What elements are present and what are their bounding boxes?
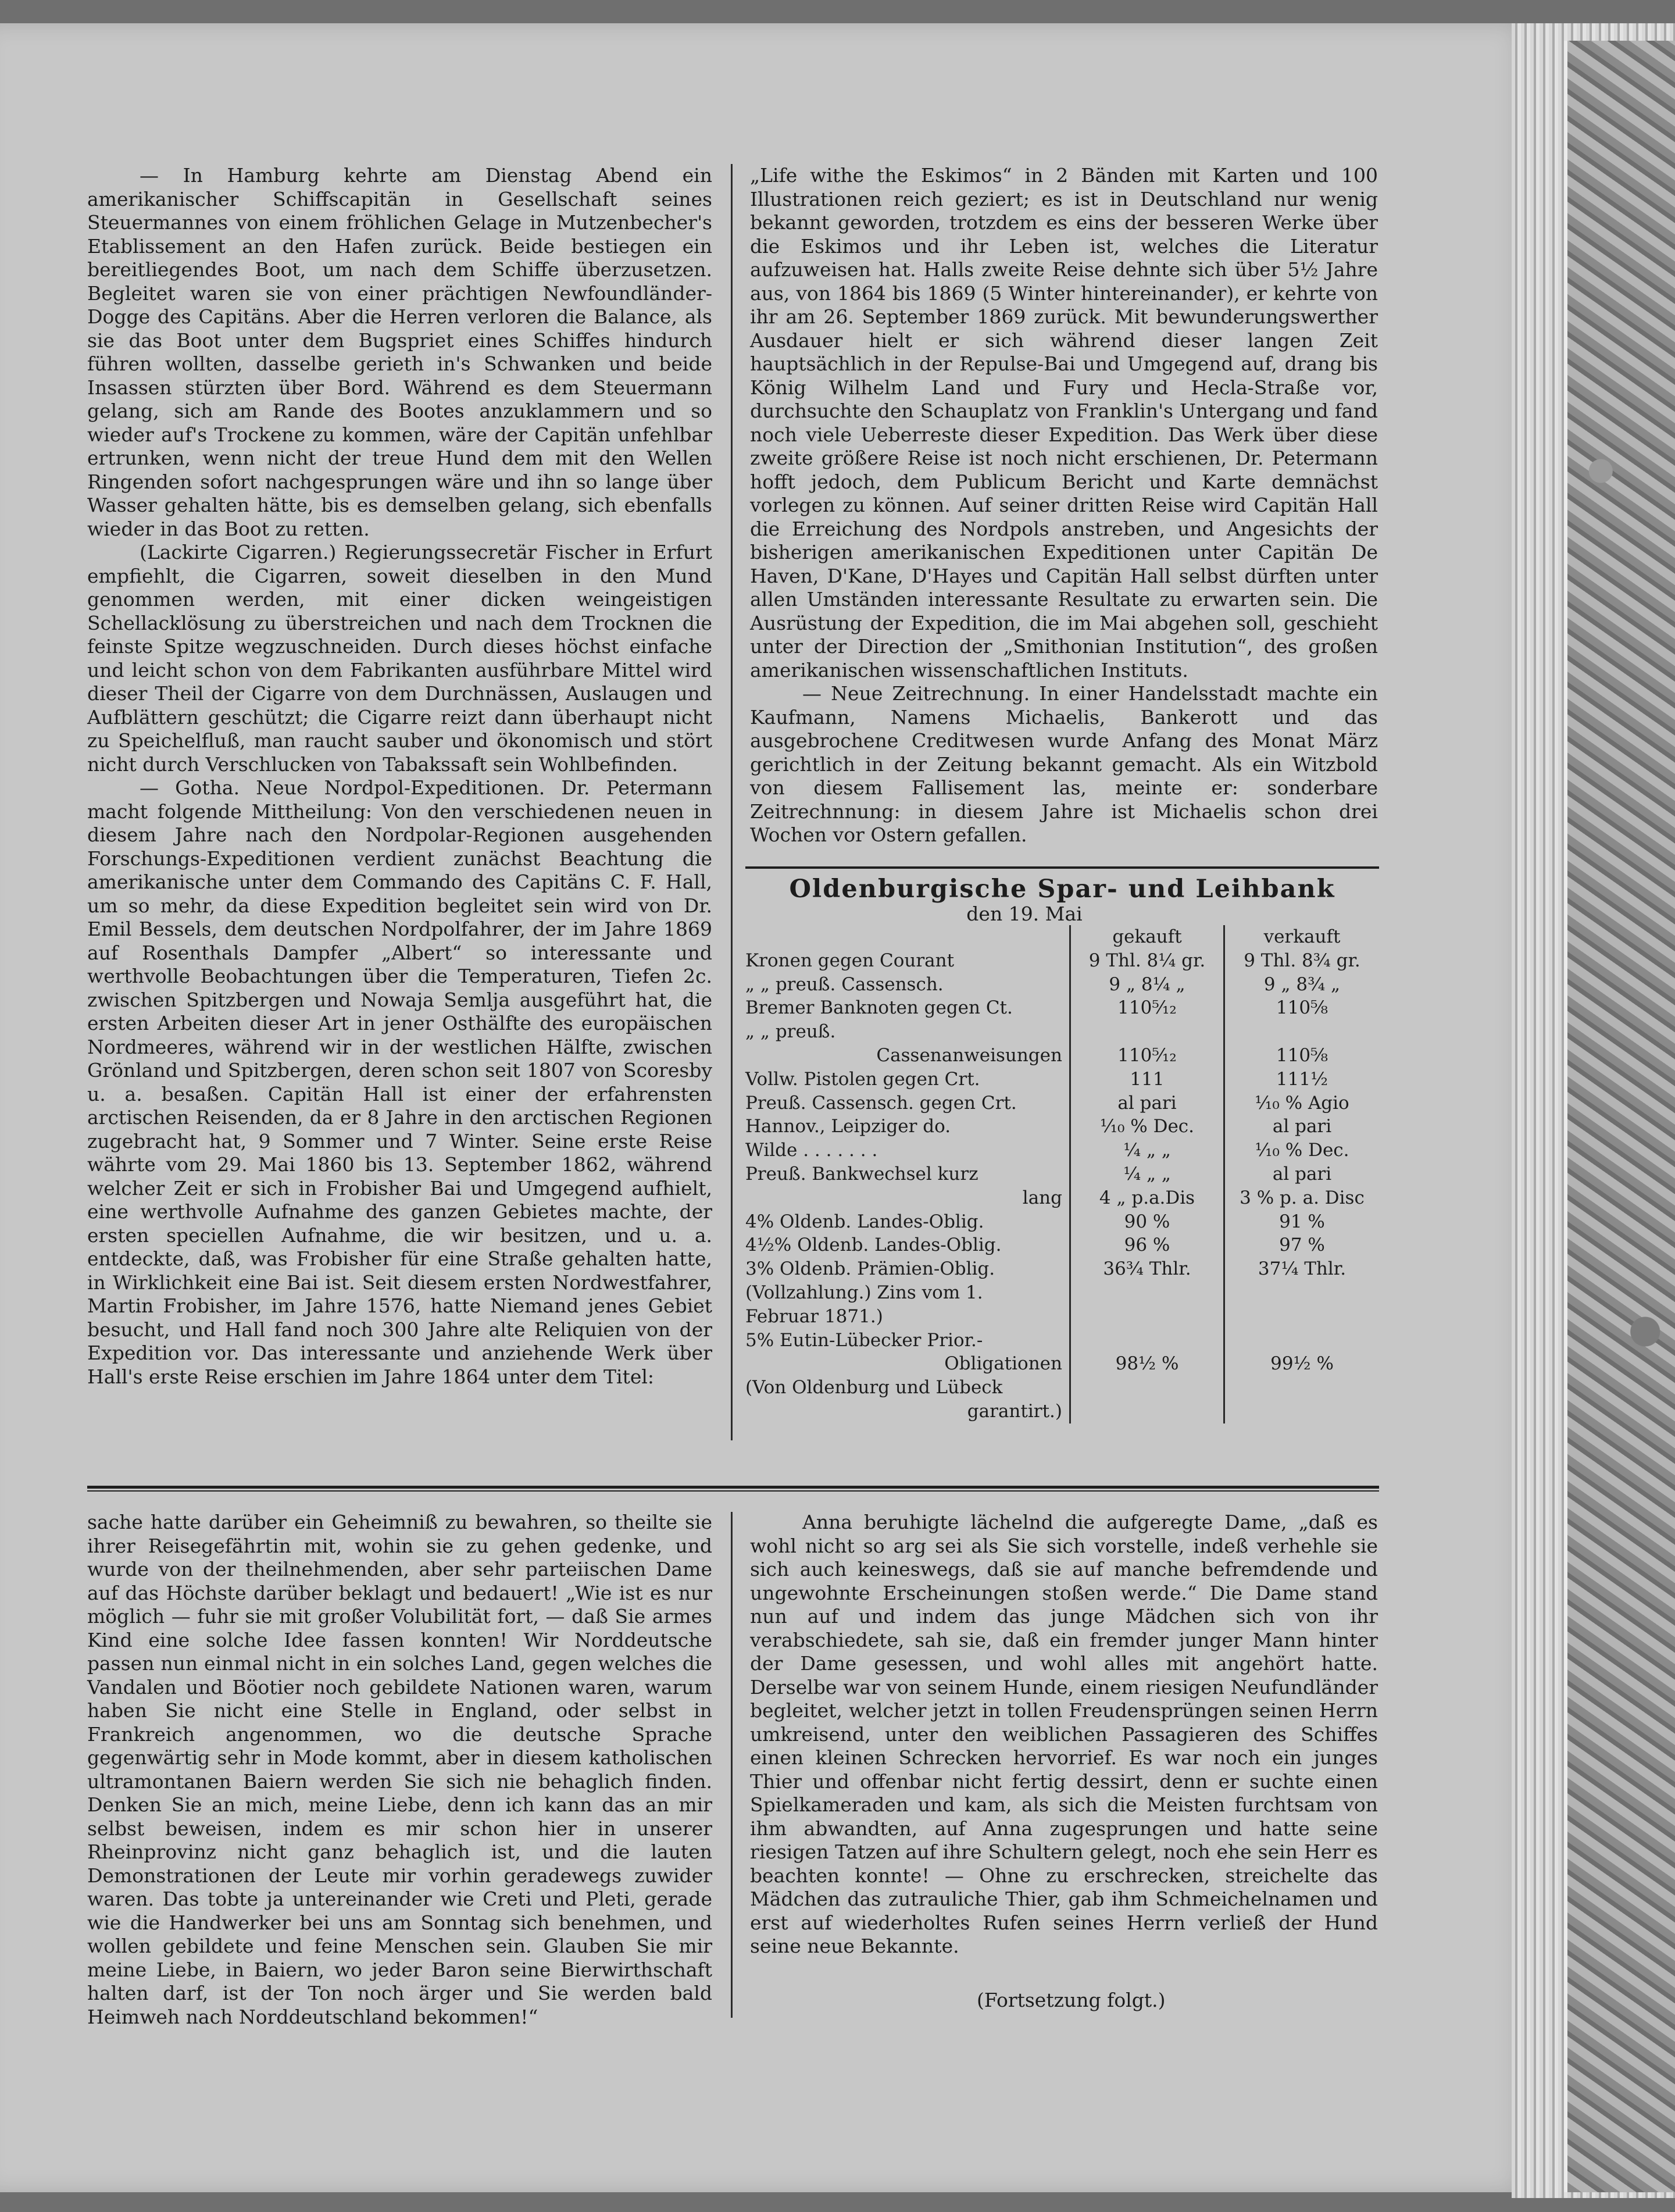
rule-above-bank-table bbox=[745, 866, 1379, 869]
rate-row bbox=[745, 996, 1379, 1020]
rate-sell bbox=[1224, 1329, 1380, 1353]
rate-buy: 9 „ 8¼ „ bbox=[1070, 973, 1224, 997]
rate-row bbox=[745, 1281, 1379, 1305]
rate-row bbox=[745, 1068, 1379, 1091]
rate-buy: 9 Thl. 8¼ gr. bbox=[1070, 949, 1224, 973]
rate-row bbox=[745, 1305, 1379, 1329]
rate-buy bbox=[1070, 1376, 1224, 1400]
rate-label: Obligationen bbox=[944, 1353, 1062, 1375]
rate-buy: ¹⁄₁₀ % Dec. bbox=[1070, 1115, 1224, 1139]
rate-buy: 110⁵⁄₁₂ bbox=[1070, 996, 1224, 1020]
rate-sell: ¹⁄₁₀ % Dec. bbox=[1224, 1139, 1380, 1162]
rate-buy: al pari bbox=[1070, 1091, 1224, 1115]
rate-label: Kronen gegen Courant bbox=[745, 950, 955, 971]
rate-label: Wilde . . . . . . . bbox=[745, 1140, 878, 1161]
rate-sell: 99½ % bbox=[1224, 1352, 1380, 1376]
marbled-book-cover bbox=[1564, 41, 1675, 2192]
rate-label: Cassenanweisungen bbox=[876, 1044, 1062, 1066]
rate-sell: 9 Thl. 8¾ gr. bbox=[1224, 949, 1380, 973]
rate-row bbox=[745, 1400, 1379, 1423]
story-continued: sache hatte darüber ein Geheimniß zu bewahren, so theilte sie ihrer Reisegefährtin mit, wohin sie zu gehen gedenke, und wurde von der theilnehmenden, aber sehr parteiischen Dame auf das Höchste darüber beklagt und bedauert! „Wie ist es nur möglich — fuhr sie mit großer Volubilität fort, — daß Sie armes Kind eine solche Idee fassen konnten! Wir Norddeutsche passen nun einmal nicht in ein solches Land, gegen welches die Vandalen und Böotier noch gebildete Nationen waren, warum haben Sie nicht eine Stelle in England, oder selbst in Frankreich angenommen, wo die deutsche Sprache gegenwärtig sehr in Mode kommt, aber in diesem katholischen ultramontanen Baiern werden Sie sich nie behaglich finden. Denken Sie an mich, meine Liebe, denn ich kann das an mir selbst beweisen, indem es mir schon hier in unserer Rheinprovinz nicht ganz behaglich ist, und die lauten Demonstrationen der Leute mir vorhin geradewegs zuwider waren. Das tobte ja untereinander wie Creti und Pleti, gerade wie die Handwerker bei uns am Sonntag sich benehmen, und wollen gebildete und feine Menschen sein. Glauben Sie mir meine Liebe, in Baiern, wo jeder Baron seine Bierwirthschaft halten darf, ist der Ton noch ärger und Sie werden bald Heimweh nach Norddeutschland bekommen!“ bbox=[87, 1511, 712, 2028]
rate-row bbox=[745, 1139, 1379, 1162]
rate-label: Preuß. Bankwechsel kurz bbox=[745, 1163, 978, 1185]
rate-buy: 96 % bbox=[1070, 1233, 1224, 1257]
column-top-left bbox=[87, 164, 712, 1389]
rates-body bbox=[745, 949, 1379, 1423]
bank-date: den 19. Mai bbox=[966, 902, 1083, 925]
article-nordpol-continued: „Life withe the Eskimos“ in 2 Bänden mit Karten und 100 Illustrationen reich geziert; es ist in Deutschland nur wenig bekannt geworden, trotzdem es eins der besseren Werke über die Eskimos und ihr Leben ist, welches die Literatur aufzuweisen hat. Halls zweite Reise dehnte sich über 5½ Jahre aus, von 1864 bis 1869 (5 Winter hintereinander), er kehrte von ihr am 26. September 1869 zurück. Mit bewunderungswerther Ausdauer hielt er sich während dieser langen Zeit hauptsächlich in der Repulse-Bai und Umgegend auf, drang bis König Wilhelm Land und Fury und Hecla-Straße vor, durchsuchte den Schauplatz von Franklin's Untergang und fand noch viele Ueberreste dieser Expedition. Das Werk über diese zweite größere Reise ist noch nicht erschienen, Dr. Petermann hofft jedoch, dem Publicum Bericht und Karte demnächst vorlegen zu können. Auf seiner dritten Reise wird Capitän Hall die Erreichung des Nordpols anstreben, und Angesichts der bisherigen amerikanischen Expeditionen unter Capitän De Haven, D'Kane, D'Hayes und Capitän Hall selbst dürften unter allen Umständen interessante Resultate zu erwarten sein. Die Ausrüstung der Expedition, die im Mai abgehen soll, geschieht unter der Direction der „Smithonian Institution“, des großen amerikanischen wissenschaftlichen Instituts. bbox=[750, 164, 1378, 682]
rule-feuilleton bbox=[87, 1486, 1379, 1489]
rule-feuilleton-thin bbox=[87, 1490, 1379, 1492]
rate-label: Vollw. Pistolen gegen Crt. bbox=[745, 1068, 980, 1090]
rate-sell: 91 % bbox=[1224, 1210, 1380, 1234]
rates-grid bbox=[745, 925, 1379, 1423]
rate-buy bbox=[1070, 1400, 1224, 1423]
rate-buy bbox=[1070, 1020, 1224, 1044]
rate-label: Hannov., Leipziger do. bbox=[745, 1116, 951, 1137]
header-gekauft: gekauft bbox=[1070, 925, 1224, 949]
rate-sell: al pari bbox=[1224, 1162, 1380, 1186]
article-gotha-nordpol: — Gotha. Neue Nordpol-Expeditionen. Dr. Petermann macht folgende Mittheilung: Von den verschiedenen neuen in diesem Jahre nach den Nordpolar-Regionen ausgehenden Forschungs-Expeditionen verdient zunächst Beachtung die amerikanische unter dem Commando des Capitäns C. F. Hall, um so mehr, da diese Expedition begleitet sein wird von Dr. Emil Bessels, dem deutschen Nordpolfahrer, der im Jahre 1869 auf Rosenthals Dampfer „Albert“ so interessante und werthvolle Beobachtungen über die Temperaturen, Tiefen 2c. zwischen Spitzbergen und Nowaja Semlja ausgeführt hat, die ersten Arbeiten dieser Art in jener Osthälfte des europäischen Nordmeeres, während wir in der westlichen Hälfte, zwischen Grönland und Spitzbergen, deren schon seit 1807 von Scoresby u. a. besaßen. Capitän Hall ist einer der erfahrensten arctischen Reisenden, da er 8 Jahre in den arctischen Regionen zugebracht hat, 9 Sommer und 7 Winter. Seine erste Reise währte vom 29. Mai 1860 bis 13. September 1862, während welcher Zeit er sich in Frobisher Bai und Umgegend aufhielt, eine werthvolle Aufnahme des ganzen Gebietes machte, der ersten speciellen Aufnahme, die wir besitzen, und u. a. entdeckte, daß, was Frobisher für eine Straße gehalten hatte, in Wirklichkeit eine Bai ist. Seit diesem ersten Nordwestfahrer, Martin Frobisher, im Jahre 1576, hatte Niemand jenes Gebiet besucht, und Hall fand noch 300 Jahre alte Reliquien von der Expedition vor. Das interessante und anziehende Werk über Hall's erste Reise erschien im Jahre 1864 unter dem Titel: bbox=[87, 776, 712, 1388]
rate-sell: 3 % p. a. Disc bbox=[1224, 1186, 1380, 1210]
rate-buy: 111 bbox=[1070, 1068, 1224, 1091]
rate-row bbox=[745, 1233, 1379, 1257]
rate-row bbox=[745, 949, 1379, 973]
rate-buy: 110⁵⁄₁₂ bbox=[1070, 1044, 1224, 1068]
article-neue-zeitrechnung: — Neue Zeitrechnung. In einer Handelsstadt machte ein Kaufmann, Namens Michaelis, Bankerott und das ausgebrochene Creditwesen wurde Anfang des Monat März gerichtlich in der Zeitung bekannt gemacht. Als ein Witzbold von diesem Fallisement las, meinte er: sonderbare Zeitrechnnung: in diesem Jahre ist Michaelis schon drei Wochen vor Ostern gefallen. bbox=[750, 682, 1378, 846]
rate-label: lang bbox=[1022, 1187, 1062, 1208]
story-anna-paragraph: Anna beruhigte lächelnd die aufgeregte Dame, „daß es wohl nicht so arg sei als Sie sich vorstelle, indeß verhehle sie sich auch keineswegs, daß sie auf manche befremdende und ungewohnte Erscheinungen stoßen werde.“ Die Dame stand nun auf und indem das junge Mädchen sich von ihr verabschiedete, sah sie, daß ein fremder junger Mann hinter der Dame gesessen, und wohl alles mit angehört hatte. Derselbe war von seinem Hunde, einem riesigen Neufundländer begleitet, welcher jetzt in tollen Freudensprüngen seinen Herrn umkreisend, unter den weiblichen Passagieren des Schiffes einen kleinen Schrecken hervorrief. Es war noch ein junges Thier und offenbar nicht fertig dessirt, denn er suchte einen Spielkameraden und kam, als sich die Meisten furchtsam von ihm abwandten, auf Anna zugesprungen und hatte seine riesigen Tatzen auf ihre Schultern gelegt, noch ehe sein Herr es beachten konnte! — Ohne zu erschrecken, streichelte das Mädchen das zutrauliche Thier, gab ihm Schmeichelnamen und erst auf wiederholtes Rufen seines Herrn verließ der Hund seine neue Bekannte. bbox=[750, 1511, 1378, 1957]
rate-label: (Vollzahlung.) Zins vom 1. bbox=[745, 1282, 983, 1303]
article-lackirte-cigarren: (Lackirte Cigarren.) Regierungssecretär Fischer in Erfurt empfiehlt, die Cigarren, soweit dieselben in den Mund genommen werden, mit einer dicken weingeistigen Schellacklösung zu überstreichen und nach dem Trocknen die feinste Spitze wegzuschneiden. Durch dieses höchst einfache und leicht schon von dem Fabrikanten ausführbare Mittel wird dieser Theil der Cigarre von dem Durchnässen, Auslaugen und Aufblättern geschützt; die Cigarre reizt dann überhaupt nicht zu Speichelfluß, man raucht sauber und ökonomisch und stört nicht durch Verschlucken von Tabakssaft sein Wohlbefinden. bbox=[87, 541, 712, 776]
rate-buy: ¼ „ „ bbox=[1070, 1139, 1224, 1162]
column-divider-top bbox=[731, 164, 733, 1440]
rate-sell: 111½ bbox=[1224, 1068, 1380, 1091]
rate-label: Preuß. Cassensch. gegen Crt. bbox=[745, 1092, 1017, 1114]
rate-label: „ „ preuß. bbox=[745, 1021, 836, 1043]
column-bottom-right bbox=[750, 1511, 1378, 1958]
rate-row bbox=[745, 1257, 1379, 1281]
rate-sell: 37¼ Thlr. bbox=[1224, 1257, 1380, 1281]
column-bottom-left bbox=[87, 1511, 712, 2029]
rate-row bbox=[745, 1115, 1379, 1139]
header-verkauft: verkauft bbox=[1224, 925, 1380, 949]
rate-label: 5% Eutin-Lübecker Prior.- bbox=[745, 1329, 983, 1351]
rate-sell bbox=[1224, 1400, 1380, 1423]
rate-row bbox=[745, 1091, 1379, 1115]
rate-row bbox=[745, 1352, 1379, 1376]
rate-sell bbox=[1224, 1305, 1380, 1329]
rate-sell: 97 % bbox=[1224, 1233, 1380, 1257]
rate-sell bbox=[1224, 1020, 1380, 1044]
bank-title: Oldenburgische Spar- und Leihbank bbox=[789, 875, 1335, 904]
rate-buy: 90 % bbox=[1070, 1210, 1224, 1234]
rate-sell: 110⁵⁄₈ bbox=[1224, 1044, 1380, 1068]
rate-sell bbox=[1224, 1281, 1380, 1305]
rate-row bbox=[745, 973, 1379, 997]
rate-sell: 9 „ 8¾ „ bbox=[1224, 973, 1380, 997]
rates-header-row bbox=[745, 925, 1379, 949]
fortsetzung-folgt: (Fortsetzung folgt.) bbox=[977, 1989, 1166, 2011]
rate-row bbox=[745, 1186, 1379, 1210]
rate-label: Bremer Banknoten gegen Ct. bbox=[745, 997, 1013, 1019]
rate-label: Februar 1871.) bbox=[745, 1305, 883, 1327]
rate-row bbox=[745, 1329, 1379, 1353]
rate-buy bbox=[1070, 1281, 1224, 1305]
rate-row bbox=[745, 1044, 1379, 1068]
rate-sell: al pari bbox=[1224, 1115, 1380, 1139]
rate-buy: ¼ „ „ bbox=[1070, 1162, 1224, 1186]
article-hamburg: — In Hamburg kehrte am Dienstag Abend ein amerikanischer Schiffscapitän in Gesellschaft seines Steuermannes von einem fröhlichen Gelage in Mutzenbecher's Etablissement an den Hafen zurück. Beide bestiegen ein bereitliegendes Boot, um nach dem Schiffe überzusetzen. Begleitet waren sie von einer prächtigen Newfoundländer-Dogge des Capitäns. Aber die Herren verloren die Balance, als sie das Boot unter dem Bugspriet eines Schiffes hindurch führen wollten, dasselbe gerieth in's Schwanken und beide Insassen stürzten über Bord. Während es dem Steuermann gelang, sich am Rande des Bootes anzuklammern und so wieder auf's Trockene zu kommen, wäre der Capitän unfehlbar ertrunken, wenn nicht der treue Hund dem mit den Wellen Ringenden sofort nachgesprungen wäre und ihn so lange über Wasser gehalten hätte, bis es demselben gelang, sich ebenfalls wieder in das Boot zu retten. bbox=[87, 164, 712, 540]
rate-sell: 110⁵⁄₈ bbox=[1224, 996, 1380, 1020]
rate-row bbox=[745, 1376, 1379, 1400]
rate-label: „ „ preuß. Cassensch. bbox=[745, 973, 944, 995]
rate-row bbox=[745, 1210, 1379, 1234]
rate-row bbox=[745, 1162, 1379, 1186]
rate-row bbox=[745, 1020, 1379, 1044]
column-top-right bbox=[750, 164, 1378, 847]
rate-label: (Von Oldenburg und Lübeck bbox=[745, 1377, 1003, 1398]
rate-sell: ¹⁄₁₀ % Agio bbox=[1224, 1091, 1380, 1115]
rate-buy: 98½ % bbox=[1070, 1352, 1224, 1376]
bank-rates-table bbox=[745, 875, 1379, 1423]
rate-sell bbox=[1224, 1376, 1380, 1400]
rate-label: 4½% Oldenb. Landes-Oblig. bbox=[745, 1235, 1002, 1256]
column-divider-bottom bbox=[731, 1512, 733, 2018]
rate-label: garantirt.) bbox=[967, 1400, 1062, 1422]
rate-buy: 36¾ Thlr. bbox=[1070, 1257, 1224, 1281]
rate-buy bbox=[1070, 1329, 1224, 1353]
rate-label: 4% Oldenb. Landes-Oblig. bbox=[745, 1211, 984, 1232]
rate-buy bbox=[1070, 1305, 1224, 1329]
rate-label: 3% Oldenb. Prämien-Oblig. bbox=[745, 1258, 995, 1280]
rate-buy: 4 „ p.a.Dis bbox=[1070, 1186, 1224, 1210]
